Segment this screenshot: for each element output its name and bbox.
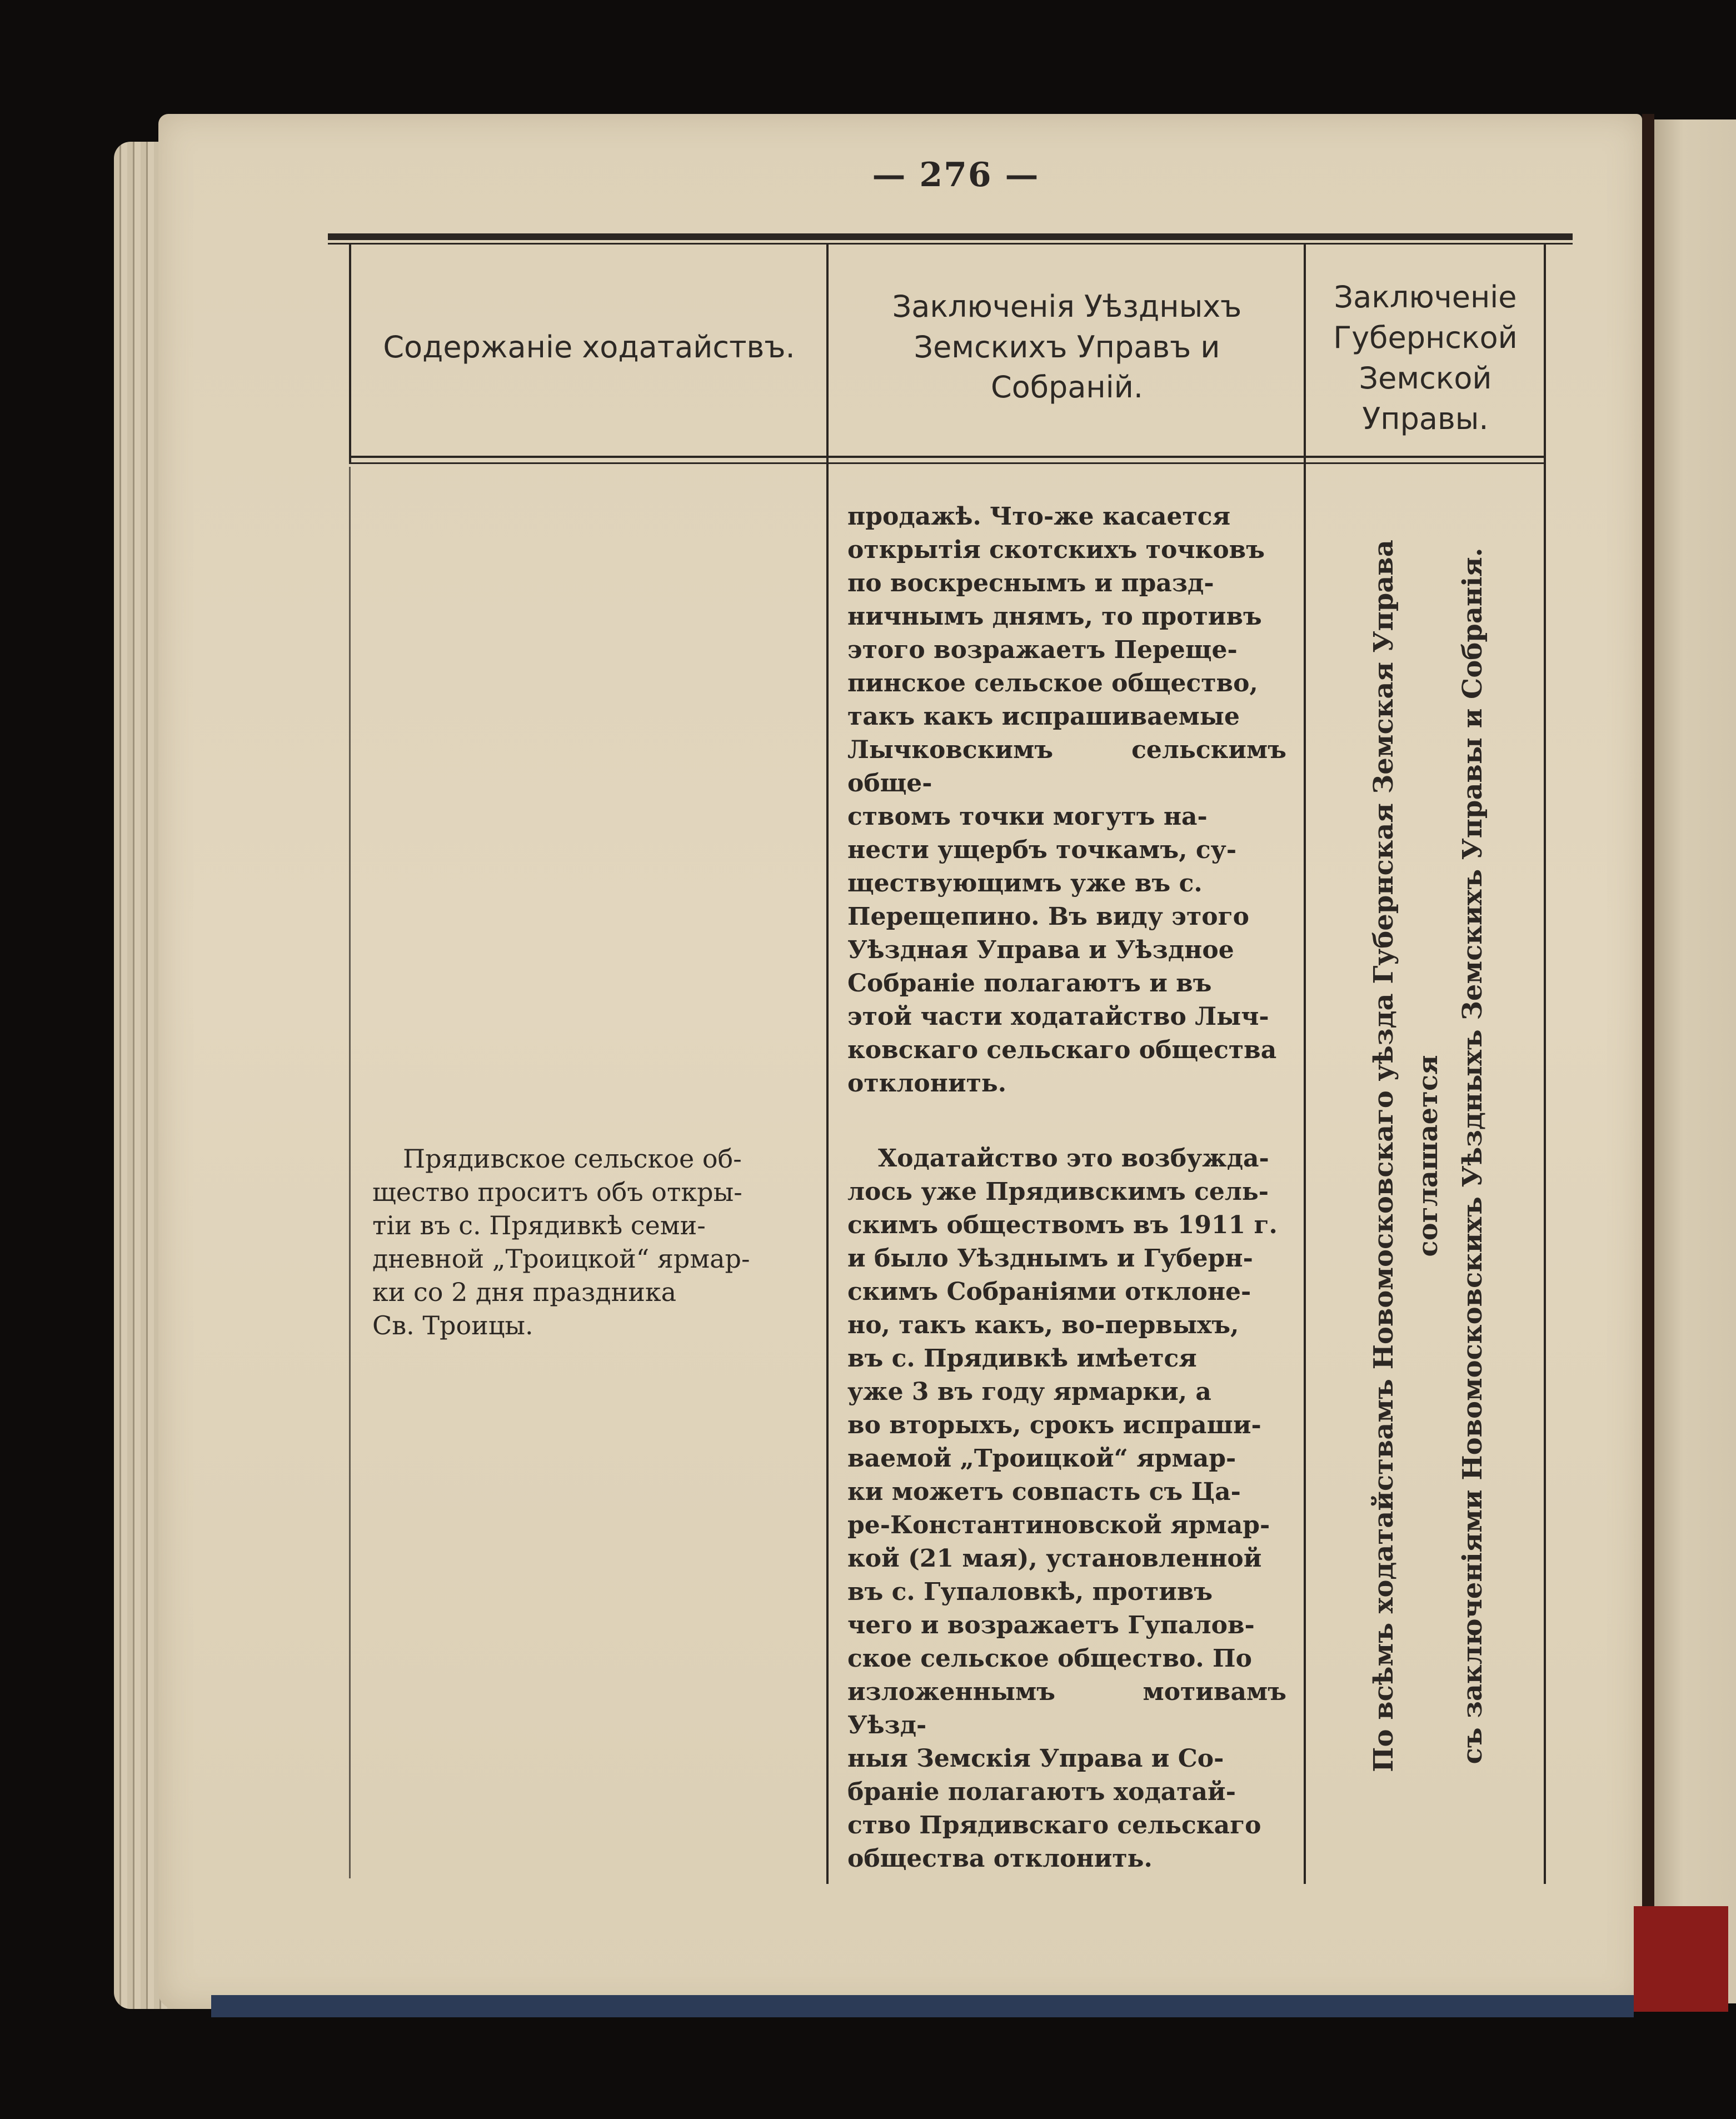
table-right-border: [1544, 245, 1546, 1884]
header-district-conclusions: Заключенія Уѣздныхъ Земскихъ Управъ и Собраній.: [892, 288, 1242, 405]
page-number: — 276 —: [872, 156, 1040, 195]
district-conclusion-pryadivka: Ходатайство это возбужда- лось уже Прядивскимъ сель- скимъ обществомъ въ 1911 г. и было Уѣзднымъ и Губерн- скимъ Собраніями отклоне- но, такъ какъ, во-первыхъ, въ с. Прядивкѣ имѣется уже 3 въ году ярмарки, а во вторыхъ, срокъ испраши- ваемой „Троицкой“ ярмар- ки можетъ совпасть съ Ца- ре-Константиновской ярмар- кой (21 мая), установленной въ с. Гупаловкѣ, противъ чего и возражаетъ Гупалов- ское сельское общество. По изложеннымъ мотивамъ Уѣзд- ныя Земскія Управа и Со- браніе полагаютъ ходатай- ство Прядивскаго сельскаго общества отклонить.: [847, 1144, 1286, 1873]
book-cover-corner: [1634, 1906, 1728, 2012]
book-bottom-edge: [211, 1995, 1634, 2017]
facing-page-edge: [1654, 119, 1736, 2003]
provincial-conclusion-text: [1361, 483, 1495, 1828]
provincial-conclusion-line-1: По всѣмъ ходатайствамъ Новомосковскаго уѣзда Губернская Земская Управа соглашается: [1368, 540, 1444, 1772]
column-divider-2: [1304, 245, 1306, 1884]
table-left-border-lower: [349, 467, 351, 1878]
table-top-rule-thick: [328, 233, 1573, 240]
petition-pryadivka-fair: Прядивское сельское об- щество проситъ объ откры- тіи въ с. Прядивкѣ семи- дневной „Троицкой“ ярмар- ки со 2 дня праздника Св. Троицы.: [372, 1144, 750, 1340]
header-bottom-rule-2: [350, 462, 1545, 464]
table-left-border: [349, 245, 351, 464]
district-conclusion-continuation: продажѣ. Что-же касается открытія скотскихъ точковъ по воскреснымъ и празд- ничнымъ днямъ, то противъ этого возражаетъ Перещe- пинское сельское общество, такъ какъ испрашиваемые Лычковскимъ сельскимъ обще- ствомъ точки могутъ на- нести ущербъ точкамъ, су- ществующимъ уже въ с. Перещепино. Въ виду этого Уѣздная Управа и Уѣздное Собраніе полагаютъ и въ этой части ходатайство Лыч- ковскаго сельскаго общества отклонить.: [847, 502, 1286, 1098]
provincial-conclusion-cell: [1317, 478, 1539, 1834]
column-divider-1: [826, 245, 829, 1884]
header-provincial-conclusion: Заключеніе Губернской Земской Управы.: [1333, 280, 1518, 436]
book-spine: [1642, 114, 1654, 2009]
header-petition-content: Содержаніе ходатайствъ.: [383, 329, 795, 365]
provincial-conclusion-line-2: съ заключеніями Новомосковскихъ Уѣздныхъ Земскихъ Управы и Собранія.: [1457, 547, 1488, 1764]
